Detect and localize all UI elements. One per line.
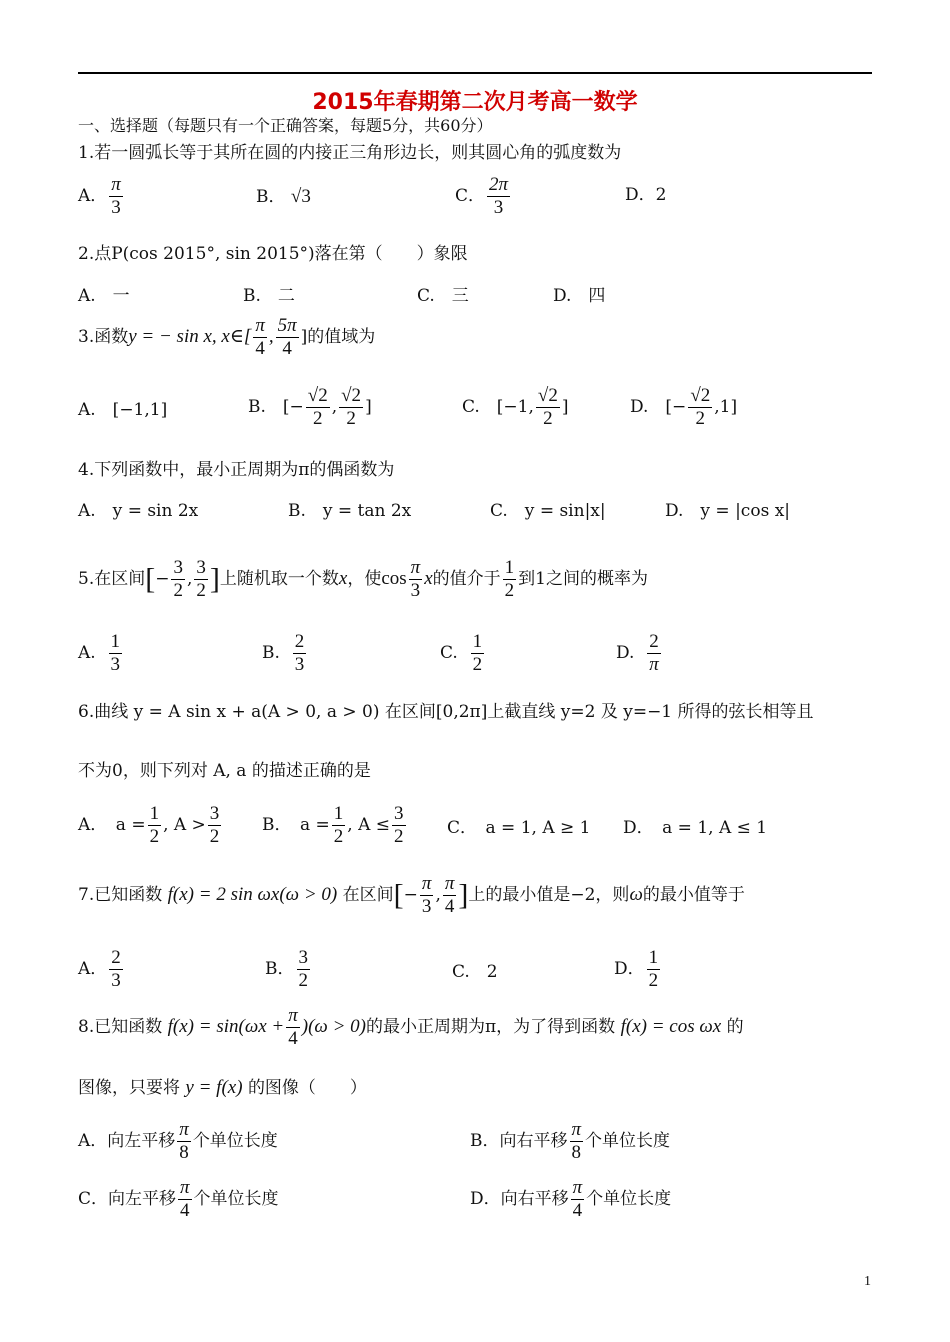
question-2-stem: 2.点P(cos 2015°, sin 2015°)落在第（ ）象限 — [78, 244, 468, 264]
q8-option-b: B．向右平移 $\frac{\pi}{8}$ 个单位长度 — [470, 1119, 671, 1163]
q6-option-d: D． a = 1, A ≤ 1 — [623, 818, 768, 838]
q7-option-b: B． $\frac{3}{2}$ — [265, 947, 308, 991]
question-6-stem: 6.曲线 y = A sin x + a(A > 0, a > 0) 在区间[0,2π]上截直线 y=2 及 y=−1 所得的弦长相等且 — [78, 702, 814, 722]
q1-option-c: C． $\frac{2\pi}{3}$ — [455, 174, 509, 218]
q8-option-d: D．向右平移 $\frac{\pi}{4}$ 个单位长度 — [470, 1177, 672, 1221]
q7-option-c: C. 2 — [452, 962, 498, 982]
q3-option-a: A. [−1,1] — [78, 400, 168, 420]
q6-option-a: A． a = $\frac{1}{2}$ , A > $\frac{3}{2}$ — [78, 803, 220, 847]
q2-option-d: D. 四 — [553, 286, 606, 306]
q1-option-b: B． √3 — [256, 186, 311, 207]
question-5-stem: 5.在区间[− $\frac{3}{2}$ , $\frac{3}{2}$ ]上随机取一个数x，使cos $\frac{\pi}{3}$ x的值介于 $\frac{1}{2}$ 到1之间的概率为 — [78, 557, 648, 601]
q5-option-d: D. $\frac{2}{\pi}$ — [616, 631, 659, 675]
q8-option-a: A．向左平移 $\frac{\pi}{8}$ 个单位长度 — [78, 1119, 278, 1163]
q3-option-b: B. [− $\frac{√2}{2}$ , $\frac{√2}{2}$ ] — [248, 385, 372, 429]
q2-option-c: C. 三 — [417, 286, 469, 306]
q5-option-b: B. $\frac{2}{3}$ — [262, 631, 305, 675]
q6-option-c: C． a = 1, A ≥ 1 — [447, 818, 591, 838]
question-4-stem: 4.下列函数中，最小正周期为π的偶函数为 — [78, 460, 395, 480]
q7-option-a: A． $\frac{2}{3}$ — [78, 947, 121, 991]
question-6-stem-line2: 不为0，则下列对 A, a 的描述正确的是 — [78, 761, 371, 781]
q2-option-a: A. 一 — [78, 286, 130, 306]
q6-option-b: B． a = $\frac{1}{2}$ , A ≤ $\frac{3}{2}$ — [262, 803, 404, 847]
q1-option-d: D．2 — [625, 185, 667, 205]
question-8-stem: 8.已知函数 f(x) = sin(ωx + $\frac{\pi}{4}$ )(ω > 0)的最小正周期为π，为了得到函数 f(x) = cos ωx 的 — [78, 1005, 744, 1049]
top-rule — [78, 72, 872, 74]
question-1-stem: 1.若一圆弧长等于其所在圆的内接正三角形边长，则其圆心角的弧度数为 — [78, 143, 622, 163]
question-7-stem: 7.已知函数 f(x) = 2 sin ωx(ω > 0) 在区间[− $\frac{\pi}{3}$ , $\frac{\pi}{4}$ ]上的最小值是−2，则ω的最小值等于 — [78, 873, 745, 917]
q3-option-d: D. [− $\frac{√2}{2}$ ,1] — [630, 385, 738, 429]
page-number: 1 — [864, 1274, 871, 1289]
question-3-stem: 3.函数y = − sin x, x∈[ $\frac{\pi}{4}$ , $\frac{5\pi}{4}$ ]的值域为 — [78, 315, 376, 359]
section-heading: 一、选择题（每题只有一个正确答案，每题5分，共60分） — [78, 116, 493, 135]
question-8-stem-line2: 图像，只要将 y = f(x) 的图像（ ） — [78, 1077, 367, 1098]
q5-option-a: A. $\frac{1}{3}$ — [78, 631, 120, 675]
q4-option-a: A. y = sin 2x — [78, 501, 199, 521]
q1-option-a: A． $\frac{\pi}{3}$ — [78, 174, 121, 218]
q4-option-b: B. y = tan 2x — [288, 501, 412, 521]
q8-option-c: C．向左平移 $\frac{\pi}{4}$ 个单位长度 — [78, 1177, 279, 1221]
q3-option-c: C. [−1, $\frac{√2}{2}$ ] — [462, 385, 569, 429]
q5-option-c: C. $\frac{1}{2}$ — [440, 631, 483, 675]
q7-option-d: D． $\frac{1}{2}$ — [614, 947, 659, 991]
q4-option-c: C. y = sin|x| — [490, 501, 606, 521]
q2-option-b: B. 二 — [243, 286, 295, 306]
page-title: 2015年春期第二次月考高一数学 — [312, 90, 638, 115]
q4-option-d: D. y = |cos x| — [665, 501, 791, 521]
